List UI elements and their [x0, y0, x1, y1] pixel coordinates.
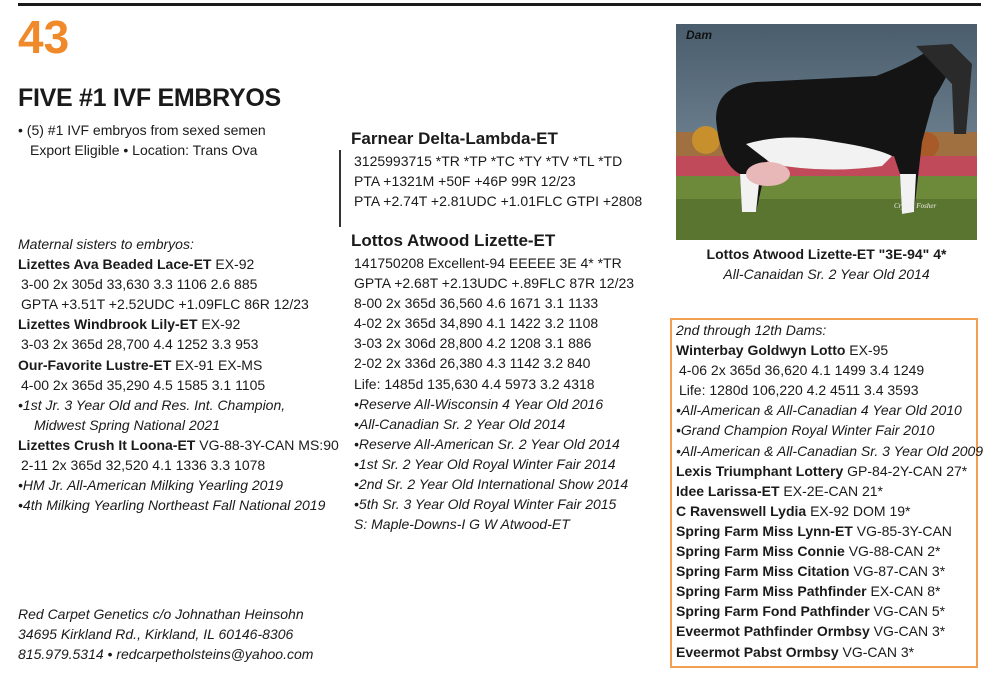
maternal-line: Midwest Spring National 2021 — [34, 416, 220, 433]
maternal-score: EX-92 — [197, 316, 241, 333]
dams-animal-name: Spring Farm Miss Citation — [676, 563, 850, 580]
dams-line: •All-American & All-Canadian Sr. 3 Year Old 2009 — [676, 442, 984, 459]
photo-caption-name: Lottos Atwood Lizette-ET "3E-94" 4* — [706, 246, 947, 262]
dams-line — [676, 642, 983, 662]
contact-info — [18, 604, 313, 664]
maternal-animal-name: Lizettes Windbrook Lily-ET — [18, 316, 198, 333]
maternal-sisters-section — [18, 234, 339, 515]
dams-line — [676, 521, 983, 541]
dam-line: •All-Canadian Sr. 2 Year Old 2014 — [354, 415, 566, 432]
dam-line: •Reserve All-American Sr. 2 Year Old 2014 — [354, 435, 620, 452]
dams-line — [676, 461, 983, 481]
lot-heading: FIVE #1 IVF EMBRYOS — [18, 84, 281, 112]
dam-section — [351, 229, 634, 534]
dams-line — [676, 581, 983, 601]
dams-animal-name: Idee Larissa-ET — [676, 482, 780, 499]
maternal-line — [18, 355, 339, 375]
maternal-score: VG-88-3Y-CAN MS:90 — [195, 436, 339, 453]
dams-section — [676, 320, 983, 662]
dams-score: EX-92 DOM 19* — [806, 502, 911, 519]
maternal-line: •HM Jr. All-American Milking Yearling 2019 — [18, 477, 284, 494]
photo-watermark: Crystal Fosher — [894, 202, 937, 210]
dams-animal-name: Lexis Triumphant Lottery — [676, 462, 844, 479]
dams-score: VG-CAN 3* — [838, 643, 915, 660]
dams-score: VG-CAN 5* — [869, 603, 946, 620]
maternal-animal-name: Our-Favorite Lustre-ET — [18, 356, 172, 373]
maternal-line: •4th Milking Yearling Northeast Fall National 2019 — [18, 497, 326, 514]
dam-photo — [676, 24, 977, 240]
dam-name: Lottos Atwood Lizette-ET — [351, 231, 556, 250]
photo-label: Dam — [686, 28, 713, 42]
lot-desc-line: • (5) #1 IVF embryos from sexed semen — [18, 122, 266, 138]
contact-line: Red Carpet Genetics c/o Johnathan Heinsohn — [18, 606, 304, 622]
maternal-animal-name: Lizettes Ava Beaded Lace-ET — [18, 256, 212, 273]
maternal-animal-name: Lizettes Crush It Loona-ET — [18, 436, 196, 453]
maternal-line: 3-03 2x 365d 28,700 4.4 1252 3.3 953 — [21, 336, 259, 353]
dam-line: GPTA +2.68T +2.13UDC +.89FLC 87R 12/23 — [354, 275, 635, 292]
maternal-line: 4-00 2x 365d 35,290 4.5 1585 3.1 1105 — [21, 376, 266, 393]
dam-line: 4-02 2x 365d 34,890 4.1 1422 3.2 1108 — [354, 315, 599, 332]
dams-animal-name: Spring Farm Miss Pathfinder — [676, 583, 867, 600]
dams-score: VG-87-CAN 3* — [849, 563, 946, 580]
dams-line: •Grand Champion Royal Winter Fair 2010 — [676, 422, 935, 439]
sire-line: 3125993715 *TR *TP *TC *TY *TV *TL *TD — [354, 153, 623, 169]
dams-line: Life: 1280d 106,220 4.2 4511 3.4 3593 — [679, 382, 919, 399]
maternal-score: EX-92 — [211, 256, 255, 273]
dams-animal-name: Winterbay Goldwyn Lotto — [676, 342, 846, 359]
dams-animal-name: Spring Farm Fond Pathfinder — [676, 603, 870, 620]
sire-section — [351, 127, 642, 211]
dams-score: VG-85-3Y-CAN — [852, 522, 952, 539]
maternal-line: 2-11 2x 365d 32,520 4.1 1336 3.3 1078 — [21, 457, 266, 474]
dams-line — [676, 541, 983, 561]
maternal-line: •1st Jr. 3 Year Old and Res. Int. Champion, — [18, 396, 286, 413]
maternal-heading: Maternal sisters to embryos: — [18, 236, 194, 252]
dams-line — [676, 481, 983, 501]
lot-number: 43 — [18, 11, 70, 63]
maternal-line — [18, 314, 339, 334]
dams-line: 4-06 2x 365d 36,620 4.1 1499 3.4 1249 — [679, 362, 925, 379]
dams-animal-name: C Ravenswell Lydia — [676, 502, 807, 519]
dams-line — [676, 601, 983, 621]
dams-score: EX-CAN 8* — [866, 583, 941, 600]
maternal-score: EX-91 EX-MS — [171, 356, 263, 373]
lot-description — [18, 120, 266, 160]
top-rule — [18, 3, 981, 6]
maternal-line — [18, 254, 339, 274]
cow-illustration — [676, 24, 977, 240]
dam-line: 3-03 2x 306d 28,800 4.2 1208 3.1 886 — [354, 335, 592, 352]
contact-line: 815.979.5314 • redcarpetholsteins@yahoo.com — [18, 646, 314, 662]
sire-name: Farnear Delta-Lambda-ET — [351, 129, 558, 148]
dams-score: EX-95 — [845, 342, 889, 359]
dam-line: 8-00 2x 365d 36,560 4.6 1671 3.1 1133 — [354, 295, 599, 312]
dams-score: EX-2E-CAN 21* — [779, 482, 883, 499]
maternal-line: GPTA +3.51T +2.52UDC +1.09FLC 86R 12/23 — [21, 296, 309, 313]
dams-heading: 2nd through 12th Dams: — [676, 322, 827, 338]
photo-caption-sub: All-Canaidan Sr. 2 Year Old 2014 — [723, 266, 930, 282]
dam-line: S: Maple-Downs-I G W Atwood-ET — [354, 516, 570, 533]
sire-line: PTA +2.74T +2.81UDC +1.01FLC GTPI +2808 — [354, 193, 643, 210]
dams-animal-name: Eveermot Pathfinder Ormbsy — [676, 623, 870, 640]
dam-line: •2nd Sr. 2 Year Old International Show 2014 — [354, 476, 629, 493]
dams-animal-name: Eveermot Pabst Ormbsy — [676, 643, 839, 660]
dams-animal-name: Spring Farm Miss Connie — [676, 543, 845, 560]
dam-line: •1st Sr. 2 Year Old Royal Winter Fair 2014 — [354, 455, 616, 472]
dams-score: VG-88-CAN 2* — [844, 543, 941, 560]
dams-line — [676, 621, 983, 641]
dams-line — [676, 340, 983, 360]
dams-score: GP-84-2Y-CAN 27* — [843, 462, 968, 479]
dam-line: Life: 1485d 135,630 4.4 5973 3.2 4318 — [354, 375, 595, 392]
maternal-line: 3-00 2x 305d 33,630 3.3 1106 2.6 885 — [21, 276, 258, 293]
dam-line: 2-02 2x 336d 26,380 4.3 1142 3.2 840 — [354, 355, 591, 372]
dams-line: •All-American & All-Canadian 4 Year Old 2010 — [676, 402, 962, 419]
lot-desc-line: Export Eligible • Location: Trans Ova — [30, 142, 258, 158]
dam-line: •5th Sr. 3 Year Old Royal Winter Fair 2015 — [354, 496, 617, 513]
dam-line: •Reserve All-Wisconsin 4 Year Old 2016 — [354, 395, 604, 412]
dams-line — [676, 501, 983, 521]
contact-line: 34695 Kirkland Rd., Kirkland, IL 60146-8306 — [18, 626, 294, 642]
dams-line — [676, 561, 983, 581]
divider-line — [339, 150, 341, 227]
sire-line: PTA +1321M +50F +46P 99R 12/23 — [354, 173, 576, 190]
dams-score: VG-CAN 3* — [869, 623, 946, 640]
maternal-line — [18, 435, 339, 455]
dams-animal-name: Spring Farm Miss Lynn-ET — [676, 522, 853, 539]
dam-line: 141750208 Excellent-94 EEEEE 3E 4* *TR — [354, 255, 622, 271]
